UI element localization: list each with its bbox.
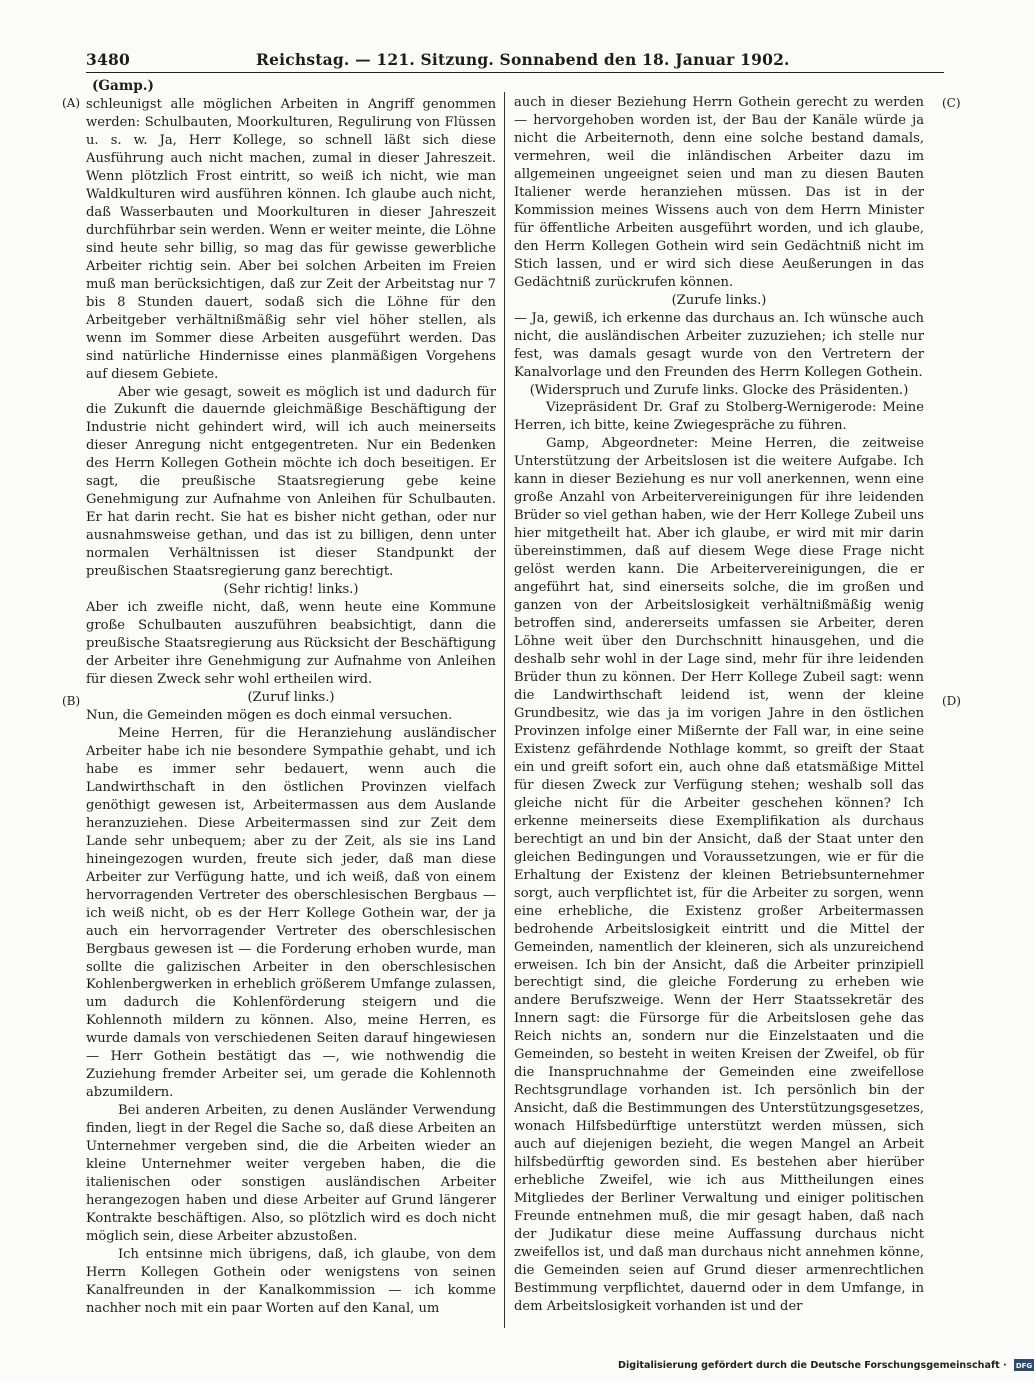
paragraph: Aber wie gesagt, soweit es möglich ist und dadurch für die Zukunft die dauernde gleichmäßige Beschäftigung der Industrie nicht gehindert wird, will ich auch meinerseits dieser Anregung nicht entgegentreten. Nur ein Bedenken des Herrn Kollegen Gothein möchte ich doch beseitigen. Er sagt, die preußische Staatsregierung gebe keine Genehmigung zur Aufnahme von Anleihen für Schulbauten. Er hat darin recht. Sie hat es bisher nicht gethan, oder nur ausnahmsweise gethan, und das ist zu billigen, denn unter normalen Verhältnissen ist dieser Standpunkt der preußischen Staatsregierung ganz berechtigt.: [86, 384, 496, 580]
right-column: [514, 94, 924, 1316]
paragraph: Bei anderen Arbeiten, zu denen Ausländer Verwendung finden, liegt in der Regel die Sache so, daß diese Arbeiten an Unternehmer vergeben sind, die die Arbeiten wieder an kleine Unternehmer weiter vergeben haben, die die italienischen oder sonstigen ausländischen Arbeiter herangezogen haben und diese Arbeiter auf Grund längerer Kontrakte beschäftigen. Also, so plötzlich wird es doch nicht möglich sein, diese Arbeiter abzustoßen.: [86, 1103, 496, 1245]
interjection: (Sehr richtig! links.): [223, 582, 359, 598]
interjection: (Zurufe links.): [671, 292, 767, 308]
left-column: [86, 96, 496, 1318]
paragraph: Meine Herren, für die Heranziehung ausländischer Arbeiter habe ich nie besondere Sympathie gehabt, und ich habe es immer sehr bedauert, wenn auch die Landwirthschaft in den östlichen Provinzen vielfach genöthigt gewesen ist, Arbeitermassen aus dem Auslande heranzuziehen. Diese Arbeitermassen sind zur Zeit dem Lande sehr unbequem; aber zu der Zeit, als sie ins Land hineingezogen wurden, freute sich jeder, daß man diese Arbeiter zur Verfügung hatte, und ich weiß, daß von einem hervorragenden Vertreter des oberschlesischen Bergbaus — ich weiß nicht, ob es der Herr Kollege Gothein war, der ja auch ein hervorragender Vertreter des oberschlesischen Bergbaus gewesen ist — die Forderung erhoben wurde, man sollte die galizischen Arbeiter in den oberschlesischen Kohlenbergwerken in erheblich größerem Umfange zulassen, um dadurch die Kohlenförderung steigern und die Kohlennoth mildern zu können. Also, meine Herren, es wurde damals von verschiedenen Seiten darauf hingewiesen — Herr Gothein bestätigt das —, wie nothwendig die Zuziehung fremder Arbeiter sei, um gerade die Kohlennoth abzumildern.: [86, 725, 496, 1101]
paragraph: auch in dieser Beziehung Herrn Gothein gerecht zu werden — hervorgehoben worden ist, der Bau der Kanäle würde ja nicht die Arbeiternoth, denn eine solche bestand damals, vermehren, weil die inländischen Arbeiter dazu im allgemeinen ungeeignet seien und man zu diesen Bauten Italiener werde heranziehen müssen. Das ist in der Kommission meines Wissens auch von dem Herrn Minister für öffentliche Arbeiten ausgeführt worden, und ich glaube, den Herrn Kollegen Gothein wird sein Gedächtniß nicht im Stich lassen, und er wird sich diese Aeußerungen in das Gedächtniß zurückrufen können.: [514, 95, 924, 290]
header-rule: [86, 72, 944, 73]
interjection: (Widerspruch und Zurufe links. Glocke des Präsidenten.): [529, 382, 909, 398]
paragraph: Vizepräsident Dr. Graf zu Stolberg-Wernigerode: Meine Herren, ich bitte, keine Zwiegespräche zu führen.: [514, 400, 924, 434]
margin-marker-a: (A): [62, 96, 81, 110]
margin-marker-d: (D): [942, 694, 961, 708]
paragraph: Gamp, Abgeordneter: Meine Herren, die zeitweise Unterstützung der Arbeitslosen ist die weitere Aufgabe. Ich kann in dieser Beziehung es nur voll anerkennen, wenn eine große Anzahl von Arbeitervereinigungen für ihre leidenden Brüder so viel gethan haben, wie der Herr Kollege Zubeil uns hier mitgetheilt hat. Aber ich glaube, er wird mit mir darin übereinstimmen, daß auf diesem Wege diese Frage nicht gelöst werden kann. Die Arbeitervereinigungen, die er angeführt hat, sind einerseits solche, die im großen und ganzen von der Arbeitslosigkeit verhältnißmäßig wenig betroffen sind, andererseits umfassen sie Arbeiter, deren Löhne weit über den Durchschnitt hinausgehen, und die deshalb sehr wohl in der Lage sind, mehr für ihre leidenden Brüder thun zu können. Der Herr Kollege Zubeil sagt: wenn die Landwirthschaft leidend ist, wenn der kleine Grundbesitz, wie das ja im vorigen Jahre in den östlichen Provinzen infolge einer Mißernte der Fall war, in eine seine Existenz gefährdende Nothlage kommt, so greift der Staat ein und greift sofort ein, auch ohne daß etatsmäßige Mittel für diesen Zweck zur Verfügung stehen; weshalb soll das gleiche nicht für die Arbeiter geschehen können? Ich erkenne meinerseits diese Exemplifikation als durchaus berechtigt an und bin der Ansicht, daß der Staat unter den gleichen Bedingungen und Voraussetzungen, wie er für die Erhaltung der Existenz der kleinen Betriebsunternehmer sorgt, auch verpflichtet ist, für die Arbeiter zu sorgen, wenn eine erhebliche, die Existenz großer Arbeitermassen bedrohende Arbeitslosigkeit eintritt und die Mittel der Gemeinden, namentlich der kleineren, sich als unzureichend erweisen. Ich bin der Ansicht, daß die Arbeiter prinzipiell berechtigt sind, die gleiche Forderung zu erheben wie andere Berufszweige. Wenn der Herr Staatssekretär des Innern sagt: die Fürsorge für die Arbeitslosen gehe das Reich nichts an, sondern nur die Einzelstaaten und die Gemeinden, so besteht in weiten Kreisen der Zweifel, ob für die Inanspruchnahme der Gemeinden eine zweifellose Rechtsgrundlage vorhanden ist. Ich persönlich bin der Ansicht, daß die Bestimmungen des Unterstützungsgesetzes, wonach Hilfsbedürftige unterstützt werden müssen, sich auch auf diejenigen bezieht, die wegen Mangel an Arbeit hilfsbedürftig geworden sind. Es bestehen aber hierüber erhebliche Zweifel, wie ich aus Mittheilungen eines Mitgliedes der Berliner Verwaltung und einiger politischen Freunde entnehmen muß, die mir gesagt haben, daß nach der Judikatur diese meine Auffassung durchaus nicht zweifellos ist, und daß man durchaus nicht annehmen könne, die Gemeinden seien auf Grund dieser armenrechtlichen Bestimmung verpflichtet, dauernd oder in dem Umfange, in dem Arbeitslosigkeit vorhanden ist und der: [514, 436, 924, 1314]
running-head: Reichstag. — 121. Sitzung. Sonnabend den 18. Januar 1902.: [256, 50, 790, 69]
interjection: (Zuruf links.): [247, 689, 335, 705]
paragraph: schleunigst alle möglichen Arbeiten in Angriff genommen werden: Schulbauten, Moorkulturen, Regulirung von Flüssen u. s. w. Ja, Herr Kollege, so schnell läßt sich diese Ausführung auch nicht machen, zumal in dieser Jahreszeit. Wenn plötzlich Frost eintritt, so weiß ich nicht, wie man Waldkulturen wird ausführen können. Ich glaube auch nicht, daß Wasserbauten und Moorkulturen in dieser Jahreszeit durchführbar sein werden. Wenn er weiter meinte, die Löhne sind heute sehr billig, so mag das für gewisse gewerbliche Arbeiter richtig sein. Aber bei solchen Arbeiten im Freien muß man berücksichtigen, daß zur Zeit der Arbeitstag nur 7 bis 8 Stunden dauert, sodaß sich die Löhne für den Arbeitgeber verhältnißmäßig sehr viel höher stellen, als wenn im Sommer diese Arbeiten ausgeführt werden. Das sind natürliche Hindernisse eines planmäßigen Vorgehens auf diesem Gebiete.: [86, 97, 496, 382]
page-number: 3480: [86, 50, 130, 69]
column-divider: [504, 92, 505, 1328]
dfg-logo-icon: [1014, 1359, 1034, 1371]
margin-marker-c: (C): [942, 96, 961, 110]
dfg-logo-label: DFG: [1015, 1362, 1033, 1370]
paragraph: Ich entsinne mich übrigens, daß, ich glaube, von dem Herrn Kollegen Gothein oder wenigstens von seinen Kanalfreunden in der Kanalkommission — ich komme nachher noch mit ein paar Worten auf den Kanal, um: [86, 1247, 496, 1316]
paragraph: Nun, die Gemeinden mögen es doch einmal versuchen.: [86, 707, 453, 723]
speaker-tag: (Gamp.): [92, 78, 154, 94]
footer-text: Digitalisierung gefördert durch die Deutsche Forschungsgemeinschaft ·: [618, 1360, 1007, 1371]
footer-credit: [618, 1359, 1033, 1375]
paragraph: Aber ich zweifle nicht, daß, wenn heute eine Kommune große Schulbauten auszuführen beabsichtigt, dann die preußische Staatsregierung aus Rücksicht der Beschäftigung der Arbeiter ihre Genehmigung zur Aufnahme von Anleihen für diesen Zweck sehr wohl ertheilen wird.: [86, 600, 496, 687]
margin-marker-b: (B): [62, 694, 81, 708]
paragraph: — Ja, gewiß, ich erkenne das durchaus an. Ich wünsche auch nicht, die ausländischen Arbeiter zuzuziehen; ich stelle nur fest, was damals gesagt wurde von den Vertretern der Kanalvorlage und den Freunden des Herrn Kollegen Gothein.: [514, 310, 924, 380]
page-header: [86, 50, 944, 74]
